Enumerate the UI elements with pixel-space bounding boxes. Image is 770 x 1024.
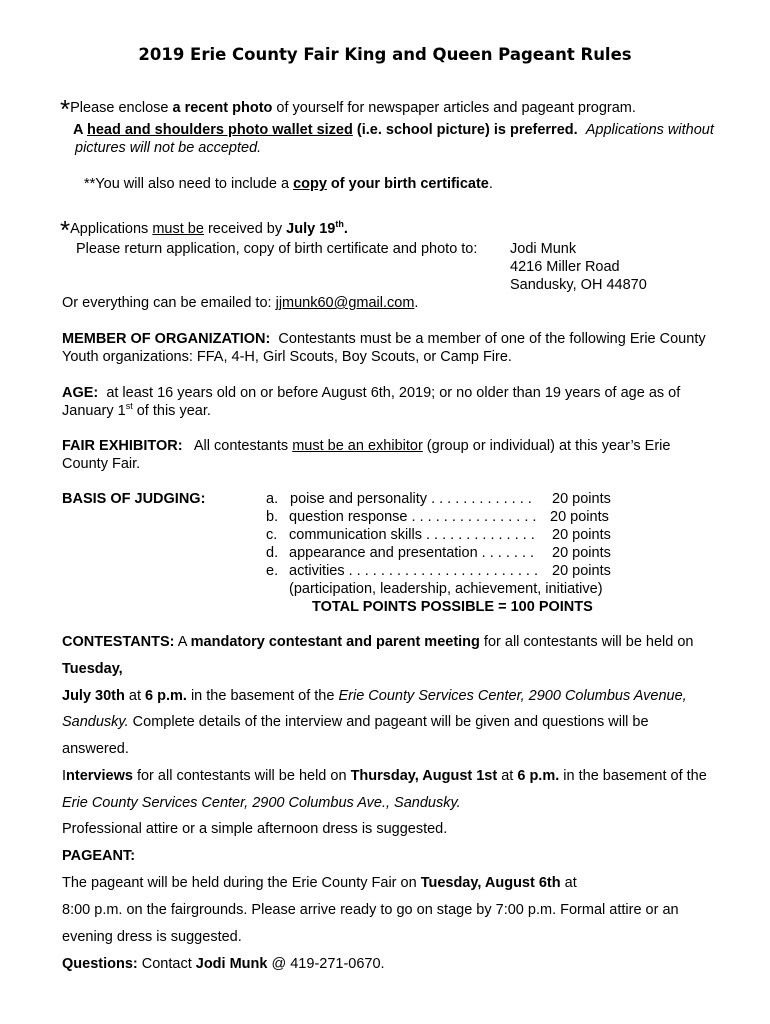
text: A: [174, 634, 191, 650]
text-bold: of your birth certificate: [326, 176, 489, 192]
section-label: BASIS OF JUDGING:: [62, 491, 206, 507]
text: **You will also need to include a: [84, 176, 294, 192]
judging-points: 20 points: [550, 509, 609, 525]
text-underline: must be an exhibitor: [292, 438, 423, 454]
text: .: [488, 176, 493, 192]
text-bold: A: [73, 122, 87, 138]
judging-criterion: appearance and presentation . . . . . . .: [289, 545, 535, 561]
member-line-2: Youth organizations: FFA, 4-H, Girl Scouts, Boy Scouts, or Camp Fire.: [62, 349, 512, 365]
text: Or everything can be emailed to:: [62, 295, 276, 311]
text: at: [497, 768, 518, 784]
pageant-line-1: [62, 874, 577, 892]
text: .: [414, 295, 419, 311]
interviews-line-2: [62, 794, 461, 812]
text: All contestants: [193, 438, 293, 454]
judging-letter: b.: [266, 509, 279, 525]
text: (group or individual) at this year’s Erie: [422, 438, 671, 454]
contestants-line-5: answered.: [62, 741, 129, 757]
text-underline: copy: [293, 176, 327, 192]
judging-criterion: poise and personality . . . . . . . . . . . . .: [290, 491, 532, 507]
text: at least 16 years old on or before August 6th, 2019; or no older than 19 years of age as of: [106, 385, 681, 401]
text: at: [560, 875, 577, 891]
contestants-line-4: [62, 713, 649, 731]
photo-line-3: [75, 139, 261, 157]
judging-points: 20 points: [552, 491, 611, 507]
text-bold: Thursday, August 1st: [350, 768, 498, 784]
exhibitor-line-2: County Fair.: [62, 456, 141, 472]
address-street: 4216 Miller Road: [510, 259, 620, 275]
questions-line: [62, 955, 385, 973]
contestants-line-3: [62, 687, 687, 705]
photo-line-1: [60, 94, 636, 124]
contestants-line-2: [62, 660, 123, 678]
text: of this year.: [132, 403, 211, 419]
text-sup: st: [125, 401, 133, 411]
interviews-line-1: [62, 767, 707, 785]
text-italic: Erie County Services Center, 2900 Columbus Ave., Sandusky.: [62, 795, 461, 811]
judging-letter: a.: [266, 491, 279, 507]
judging-criterion: activities . . . . . . . . . . . . . . . . . . . . . . . .: [289, 563, 538, 579]
text-italic: pictures will not be accepted.: [75, 140, 262, 156]
contestants-line-1: [62, 633, 694, 651]
return-line: Please return application, copy of birth certificate and photo to:: [76, 241, 478, 257]
judging-note: (participation, leadership, achievement, initiative): [289, 581, 603, 597]
text: Please enclose: [70, 100, 173, 116]
asterisk: *: [60, 215, 71, 245]
photo-line-2: [73, 121, 714, 139]
text-underline: must be: [152, 221, 204, 237]
text-bold: .: [343, 221, 348, 237]
text-bold: 6 p.m.: [145, 688, 187, 704]
text-bold: 6 p.m.: [517, 768, 560, 784]
section-label: CONTESTANTS:: [62, 634, 175, 650]
email-line: [62, 294, 418, 312]
address-city: Sandusky, OH 44870: [510, 277, 647, 293]
age-line-2: [62, 402, 211, 420]
birth-certificate-line: [84, 175, 493, 193]
text-bold: a recent photo: [172, 100, 273, 116]
text: @ 419-271-0670.: [267, 956, 385, 972]
judging-points: 20 points: [552, 563, 611, 579]
text-italic: Erie County Services Center, 2900 Columbus Avenue,: [338, 688, 687, 704]
text: Contact: [137, 956, 196, 972]
section-label: AGE:: [62, 385, 99, 401]
deadline-date: July 19: [286, 221, 336, 237]
pageant-line-2: 8:00 p.m. on the fairgrounds. Please arrive ready to go on stage by 7:00 p.m. Formal attire or an: [62, 902, 679, 918]
text: The pageant will be held during the Erie County Fair on: [62, 875, 421, 891]
text: Applications: [70, 221, 153, 237]
judging-total: [312, 598, 593, 616]
judging-letter: d.: [266, 545, 279, 561]
text: at: [124, 688, 146, 704]
age-line-1: [62, 384, 680, 402]
pageant-line-3: evening dress is suggested.: [62, 929, 242, 945]
section-label: FAIR EXHIBITOR:: [62, 438, 183, 454]
text-italic: Sandusky.: [62, 714, 129, 730]
text: for all contestants will be held on: [132, 768, 351, 784]
judging-points: 20 points: [552, 545, 611, 561]
text-bold: (i.e. school picture) is preferred.: [352, 122, 578, 138]
text: in the basement of the: [186, 688, 339, 704]
address-name: Jodi Munk: [510, 241, 577, 257]
text-bold: July 30th: [62, 688, 125, 704]
attire-line: Professional attire or a simple afternoon dress is suggested.: [62, 821, 448, 837]
text-sup: th: [335, 219, 344, 229]
text-bold: Tuesday, August 6th: [420, 875, 561, 891]
text: Contestants must be a member of one of the following Erie County: [278, 331, 706, 347]
section-label: MEMBER OF ORGANIZATION:: [62, 331, 271, 347]
judging-letter: c.: [266, 527, 278, 543]
judging-points: 20 points: [552, 527, 611, 543]
text-bold: Jodi Munk: [195, 956, 268, 972]
text: in the basement of the: [559, 768, 707, 784]
text-bold: mandatory contestant and parent meeting: [190, 634, 480, 650]
text: for all contestants will be held on: [479, 634, 694, 650]
deadline-line: [60, 215, 348, 245]
section-label: Questions:: [62, 956, 138, 972]
exhibitor-line-1: [62, 437, 670, 455]
text: January 1: [62, 403, 126, 419]
judging-label: [62, 490, 205, 508]
text: received by: [203, 221, 287, 237]
text: I: [62, 768, 67, 784]
asterisk: *: [60, 94, 71, 124]
judging-criterion: question response . . . . . . . . . . . . . . . .: [289, 509, 537, 525]
judging-letter: e.: [266, 563, 279, 579]
text-italic: Applications without: [585, 122, 714, 138]
page-title: 2019 Erie County Fair King and Queen Pageant Rules: [138, 45, 632, 64]
text-underline: head and shoulders photo wallet sized: [86, 122, 353, 138]
email-link[interactable]: jjmunk60@gmail.com: [275, 295, 415, 311]
text-bold: nterviews: [66, 768, 133, 784]
text: of yourself for newspaper articles and pageant program.: [272, 100, 636, 116]
judging-criterion: communication skills . . . . . . . . . . . . . .: [289, 527, 535, 543]
section-label: PAGEANT:: [62, 848, 136, 864]
pageant-label: [62, 847, 135, 865]
member-line-1: [62, 330, 706, 348]
text-bold: Tuesday,: [62, 661, 123, 677]
text-bold: TOTAL POINTS POSSIBLE = 100 POINTS: [312, 599, 593, 615]
text: Complete details of the interview and pageant will be given and questions will be: [128, 714, 649, 730]
